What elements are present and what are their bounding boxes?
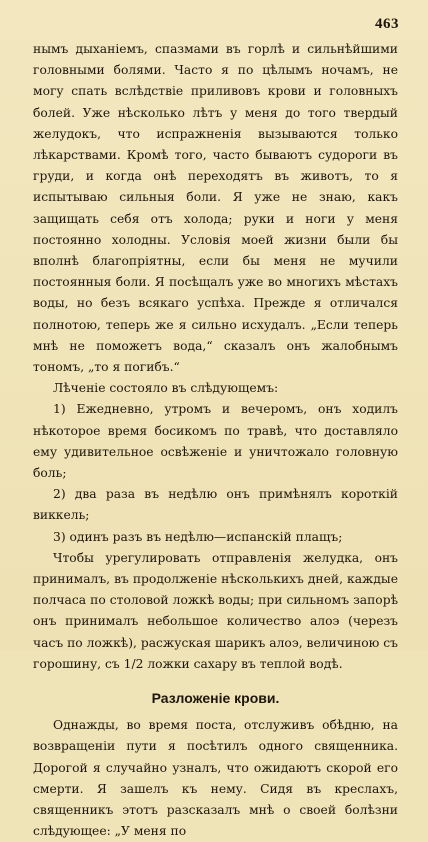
paragraph-treatment-3: 3) одинъ разъ въ недѣлю—испанскій плащъ;: [53, 529, 343, 544]
section-heading: Разложеніе крови.: [151, 690, 280, 707]
body-text: [33, 39, 398, 842]
paragraph-priest: Однажды, во время поста, отслуживъ обѣдню, на возвращеніи пути я посѣтилъ одного священника. Дорогой я случайно узналъ, что ожидаютъ скорой его смерти. Я зашелъ къ нему. Сидя въ креслахъ, священникъ этотъ разсказалъ мнѣ о своей болѣзни слѣдующее: „У меня по: [33, 718, 398, 839]
paragraph-treatment-intro: Лѣченіе состояло въ слѣдующемъ:: [53, 381, 279, 396]
paragraph-continuation: нымъ дыханіемъ, спазмами въ горлѣ и сильнѣйшими головными болями. Часто я по цѣлымъ ночамъ, не могу спать вслѣдствіе приливовъ крови и головныхъ болей. Уже нѣсколько лѣтъ у меня до того твердый желудокъ, что испражненія вызываются только лѣкарствами. Кромѣ того, часто бываютъ судороги въ груди, и когда онѣ переходятъ въ животъ, то я испытываю сильныя боли. Я уже не знаю, какъ защищать себя отъ холода; руки и ноги у меня постоянно холодны. Условія моей жизни были бы вполнѣ благопріятны, если бы меня не мучили постоянныя боли. Я посѣщалъ уже во многихъ мѣстахъ воды, но безъ всякаго успѣха. Прежде я отличался полнотою, теперь же я сильно исхудалъ. „Если теперь мнѣ не поможетъ вода,“ сказалъ онъ жалобнымъ тономъ, „то я погибъ.“: [33, 42, 398, 375]
paragraph-stomach: Чтобы урегулировать отправленія желудка, онъ принималъ, въ продолженіе нѣсколькихъ дней, каждые полчаса по столовой ложкѣ воды; при сильномъ запорѣ онъ принималъ небольшое количество алоэ (черезъ часъ по ложкѣ), расжуская шарикъ алоэ, величиною съ горошину, съ 1/2 ложки сахару въ теплой водѣ.: [33, 550, 398, 671]
paragraph-treatment-1: 1) Ежедневно, утромъ и вечеромъ, онъ ходилъ нѣкоторое время босикомъ по травѣ, что доставляло ему удивительное освѣженіе и уничтожало головную боль;: [33, 402, 398, 481]
page-number: 463: [375, 16, 399, 32]
paragraph-treatment-2: 2) два раза въ недѣлю онъ примѣнялъ короткій виккель;: [33, 487, 398, 523]
